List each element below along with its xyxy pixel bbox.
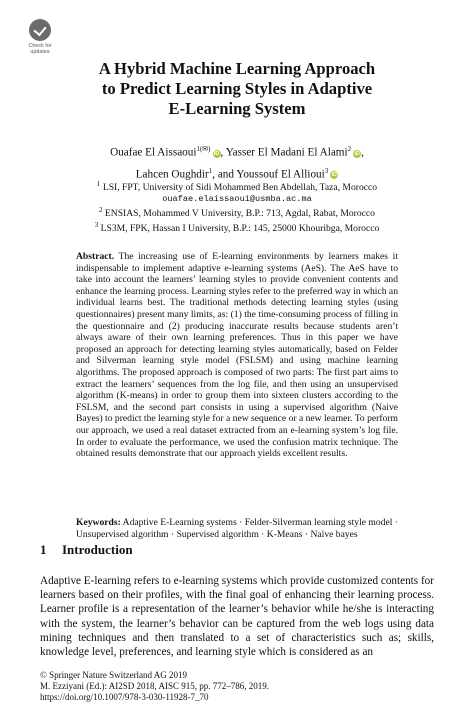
author-email[interactable]: ouafae.elaissaoui@usmba.ac.ma	[162, 193, 312, 204]
copyright-footer	[40, 670, 269, 703]
author-name: Ouafae El Aissaoui	[110, 146, 197, 159]
orcid-icon[interactable]: iD	[354, 150, 360, 157]
keywords	[76, 517, 398, 540]
author-name: Yasser El Madani El Alami	[225, 146, 348, 159]
abstract-text: The increasing use of E-learning environments by learners makes it indispensable to implement adaptive e-learning systems (AeS). The AeS have to take into account the learners’ learning styles to provide convenient contents and enhance the learning process. Learning styles refer to the preferred way in which an individual learns best. The traditional methods detecting learning styles (using questionnaires) present many limits, as: (1) the time-consuming process of filling in the questionnaire and (2) producing inaccurate results because students aren’t always aware of their own learning preferences. Thus in this paper we have proposed an approach for detecting learning styles automatically, based on Felder and Silverman learning style model (FSLSM) and using machine learning algorithms. The proposed approach is composed of two parts: The first part aims to extract the learners’ sequences from the log file, and then using an unsupervised algorithm (K-means) in order to group them into sixteen clusters according to the FSLSM, and the second part consists in using a supervised algorithm (Naive Bayes) to predict the learning style for a new sequence or a new learner. To perform our approach, we used a real dataset extracted from an e-learning system’s log file. In order to evaluate the performance, we used the confusion matrix technique. The obtained results demonstrate that our approach yields excellent results.	[76, 251, 399, 460]
keywords-label: Keywords:	[76, 517, 121, 528]
copyright-line: © Springer Nature Switzerland AG 2019	[40, 670, 188, 680]
abstract	[76, 251, 398, 460]
citation-line: M. Ezziyani (Ed.): AI2SD 2018, AISC 915, pp. 772–786, 2019.	[40, 681, 269, 691]
affiliation: $^2$ ENSIAS, Mohammed V University, B.P.: 713, Agdal, Rabat, Morocco	[99, 206, 375, 220]
check-updates-icon	[29, 19, 51, 41]
section-title: Introduction	[62, 542, 133, 557]
author-affil-mark: 1(✉)	[196, 145, 211, 153]
section-heading	[40, 542, 133, 558]
author-affil-mark: 3	[324, 166, 329, 175]
intro-paragraph: Adaptive E-learning refers to e-learning systems which provide customized contents for learners based on their profiles, with the final goal of enhancing their learning process. Learner profile is a representation of the learner’s behavior while he/she is interacting with the system, the learner’s behavior can be captured from the web logs using data mining techniques and then translated to a set of characteristics such as; skills, knowledge level, preferences, and learning style which is considered as an	[40, 575, 434, 659]
orcid-icon[interactable]: iD	[213, 150, 220, 157]
affiliation: $^1$ LSI, FPT, University of Sidi Mohammed Ben Abdellah, Taza, Morocco	[96, 180, 378, 194]
keywords-text: Adaptive E-Learning systems · Felder-Silverman learning style model · Unsupervised algorithm · Supervised algorithm · K-Means · Naïve bayes	[76, 517, 398, 540]
author-affil-mark: 2	[347, 145, 352, 153]
orcid-icon[interactable]: iD	[331, 172, 338, 179]
paper-title: A Hybrid Machine Learning Approach to Predict Learning Styles in Adaptive E-Learning System	[98, 59, 376, 118]
author-name: Lahcen Oughdir	[135, 168, 209, 181]
author-list: Ouafae El Aissaoui$^{1(✉)}$iD, Yasser El Madani El Alami$^2$iD, Lahcen Oughdir$^1$, and Youssouf El Allioui$^3$iD	[110, 145, 364, 181]
check-for-updates-badge[interactable]	[23, 19, 57, 59]
author-name: Youssouf El Allioui	[236, 168, 325, 181]
abstract-label: Abstract.	[76, 251, 115, 262]
doi-link[interactable]: https://doi.org/10.1007/978-3-030-11928-7_70	[40, 692, 209, 702]
section-number: 1	[40, 542, 47, 557]
badge-label: Check for updates	[28, 43, 52, 55]
affiliations	[40, 179, 434, 235]
author-affil-mark: 1	[208, 166, 213, 175]
affiliation: $^3$ LS3M, FPK, Hassan I University, B.P.: 145, 25000 Khouribga, Morocco	[94, 220, 380, 235]
